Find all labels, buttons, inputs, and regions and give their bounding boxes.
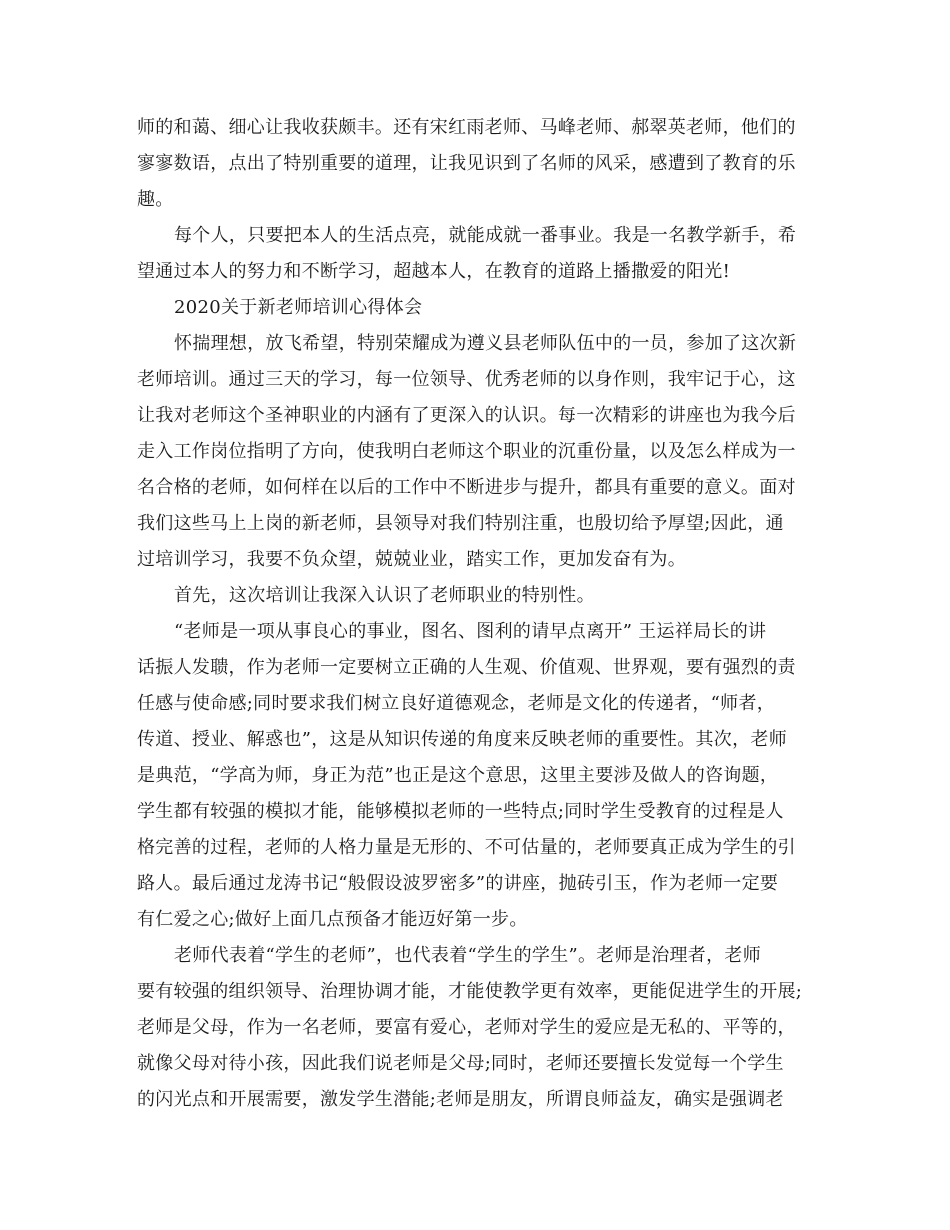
text-line: 学生都有较强的模拟才能，能够模拟老师的一些特点;同时学生受教育的过程是人: [137, 801, 784, 822]
paragraph-start-line: 老师代表着“学生的老师”，也代表着“学生的学生”。老师是治理者，老师: [174, 945, 762, 966]
paragraph-start-line: 首先，这次培训让我深入认识了老师职业的特别性。: [174, 585, 595, 606]
text-line: 趣。: [137, 189, 174, 210]
text-line: 的闪光点和开展需要，激发学生潜能;老师是朋友，所谓良师益友，确实是强调老: [137, 1089, 784, 1110]
section-heading: 2020关于新老师培训心得体会: [174, 297, 423, 318]
text-line: 路人。最后通过龙涛书记“般假设波罗密多”的讲座，抛砖引玉，作为老师一定要: [137, 873, 779, 894]
text-line: 走入工作岗位指明了方向，使我明白老师这个职业的沉重份量，以及怎么样成为一: [137, 441, 796, 462]
text-line: 任感与使命感;同时要求我们树立良好道德观念，老师是文化的传递者，“师者，: [137, 693, 776, 714]
text-line: 寥寥数语，点出了特别重要的道理，让我见识到了名师的风采，感遭到了教育的乐: [137, 153, 796, 174]
text-line: 老师培训。通过三天的学习，每一位领导、优秀老师的以身作则，我牢记于心，这: [137, 369, 796, 390]
text-line: 就像父母对待小孩，因此我们说老师是父母;同时，老师还要擅长发觉每一个学生: [137, 1053, 784, 1074]
text-line: 有仁爱之心;做好上面几点预备才能迈好第一步。: [137, 909, 528, 930]
paragraph-start-line: 每个人，只要把本人的生活点亮，就能成就一番事业。我是一名教学新手，希: [174, 225, 797, 246]
text-line: 让我对老师这个圣神职业的内涵有了更深入的认识。每一次精彩的讲座也为我今后: [137, 405, 796, 426]
text-line: 是典范，“学高为师，身正为范”也正是这个意思，这里主要涉及做人的咨询题，: [137, 765, 779, 786]
text-line: 传道、授业、解惑也”，这是从知识传递的角度来反映老师的重要性。其次，老师: [137, 729, 787, 750]
text-line: 望通过本人的努力和不断学习，超越本人，在教育的道路上播撒爱的阳光!: [137, 261, 731, 282]
text-line: 过培训学习，我要不负众望，兢兢业业，踏实工作，更加发奋有为。: [137, 549, 686, 570]
text-line: 师的和蔼、细心让我收获颇丰。还有宋红雨老师、马峰老师、郝翠英老师，他们的: [137, 117, 796, 138]
paragraph-start-line: 怀揣理想，放飞希望，特别荣耀成为遵义县老师队伍中的一员，参加了这次新: [174, 333, 797, 354]
text-line: 老师是父母，作为一名老师，要富有爱心，老师对学生的爱应是无私的、平等的，: [137, 1017, 796, 1038]
paragraph-start-line: “老师是一项从事良心的事业，图名、图利的请早点离开” 王运祥局长的讲: [174, 621, 767, 642]
text-line: 格完善的过程，老师的人格力量是无形的、不可估量的，老师要真正成为学生的引: [137, 837, 796, 858]
text-line: 话振人发聩，作为老师一定要树立正确的人生观、价值观、世界观，要有强烈的责: [137, 657, 796, 678]
text-line: 名合格的老师，如何样在以后的工作中不断进步与提升，都具有重要的意义。面对: [137, 477, 796, 498]
text-line: 我们这些马上上岗的新老师，县领导对我们特别注重，也殷切给予厚望;因此，通: [137, 513, 784, 534]
text-line: 要有较强的组织领导、治理协调才能，才能使教学更有效率，更能促进学生的开展;: [137, 981, 803, 1002]
